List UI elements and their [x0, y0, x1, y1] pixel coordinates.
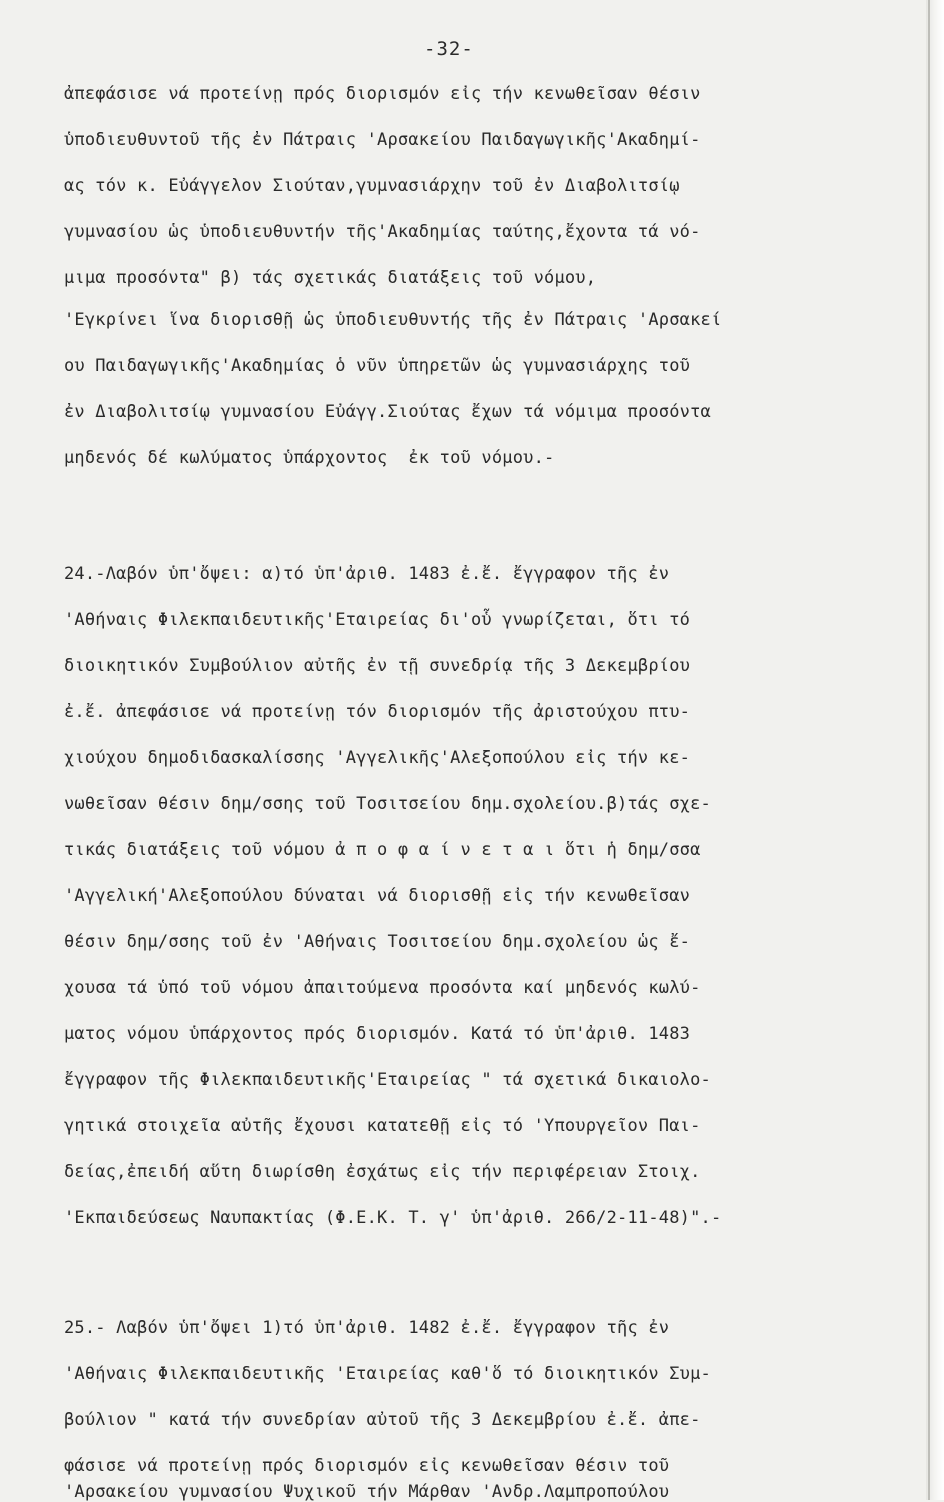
page-number: -32- [424, 38, 474, 60]
text-line: θέσιν δημ/σσης τοῦ ἐν 'Αθήναις Τοσιτσείου δημ.σχολείου ὡς ἔ- [64, 932, 691, 952]
text-line: ἐν Διαβολιτσίῳ γυμνασίου Εὐάγγ.Σιούτας ἔχων τά νόμιμα προσόντα [64, 402, 711, 422]
text-line: ἔγγραφον τῆς Φιλεκπαιδευτικῆς'Εταιρείας " τά σχετικά δικαιολο- [64, 1070, 711, 1090]
text-line: βούλιον " κατά τήν συνεδρίαν αὐτοῦ τῆς 3 Δεκεμβρίου ἐ.ἔ. ἀπε- [64, 1410, 701, 1430]
text-line: γητικά στοιχεῖα αὐτῆς ἔχουσι κατατεθῇ εἰς τό 'Υπουργεῖον Παι- [64, 1116, 701, 1136]
text-line: 'Εκπαιδεύσεως Ναυπακτίας (Φ.Ε.Κ. Τ. γ' ὑπ'ἀριθ. 266/2-11-48)".- [64, 1208, 722, 1228]
text-line: χιούχου δημοδιδασκαλίσσης 'Αγγελικῆς'Αλεξοπούλου εἰς τήν κε- [64, 748, 691, 768]
text-line: τικάς διατάξεις τοῦ νόμου ἀ π ο φ α ί ν ε τ α ι ὅτι ἡ δημ/σσα [64, 840, 701, 860]
text-line: 'Εγκρίνει ἵνα διορισθῇ ὡς ὑποδιευθυντής τῆς ἐν Πάτραις 'Αρσακεί [64, 310, 722, 330]
text-line: 'Αγγελική'Αλεξοπούλου δύναται νά διορισθῇ εἰς τήν κενωθεῖσαν [64, 886, 691, 906]
text-line: 'Αθήναις Φιλεκπαιδευτικῆς 'Εταιρείας καθ'ὅ τό διοικητικόν Συμ- [64, 1364, 711, 1384]
text-line: ου Παιδαγωγικῆς'Ακαδημίας ὁ νῦν ὑπηρετῶν ὡς γυμνασιάρχης τοῦ [64, 356, 691, 376]
text-line: 'Αρσακείου γυμνασίου Ψυχικοῦ τήν Μάρθαν 'Ανδρ.Λαμπροπούλου [64, 1482, 670, 1502]
text-line: ὑποδιευθυντοῦ τῆς ἐν Πάτραις 'Αρσακείου Παιδαγωγικῆς'Ακαδημί- [64, 130, 701, 150]
text-line: ἀπεφάσισε νά προτείνῃ πρός διορισμόν εἰς τήν κενωθεῖσαν θέσιν [64, 84, 701, 104]
text-line: φάσισε νά προτείνῃ πρός διορισμόν εἰς κενωθεῖσαν θέσιν τοῦ [64, 1456, 670, 1476]
text-line: δείας,ἐπειδή αὕτη διωρίσθη ἐσχάτως εἰς τήν περιφέρειαν Στοιχ. [64, 1162, 701, 1182]
text-line: 25.- Λαβόν ὑπ'ὄψει 1)τό ὑπ'ἀριθ. 1482 ἐ.ἔ. ἔγγραφον τῆς ἐν [64, 1318, 670, 1338]
text-line: ας τόν κ. Εὐάγγελον Σιούταν,γυμνασιάρχην τοῦ ἐν Διαβολιτσίῳ [64, 176, 680, 196]
text-line: ἐ.ἔ. ἀπεφάσισε νά προτείνῃ τόν διορισμόν τῆς ἀριστούχου πτυ- [64, 702, 691, 722]
text-line: 'Αθήναις Φιλεκπαιδευτικῆς'Εταιρείας δι'οὗ γνωρίζεται, ὅτι τό [64, 610, 691, 630]
page-edge-line [928, 0, 930, 1500]
text-line: μιμα προσόντα" β) τάς σχετικάς διατάξεις τοῦ νόμου, [64, 268, 597, 288]
text-line: ματος νόμου ὑπάρχοντος πρός διορισμόν. Κατά τό ὑπ'ἀριθ. 1483 [64, 1024, 691, 1044]
text-line: νωθεῖσαν θέσιν δημ/σσης τοῦ Τοσιτσείου δημ.σχολείου.β)τάς σχε- [64, 794, 711, 814]
text-line: μηδενός δέ κωλύματος ὑπάρχοντος ἐκ τοῦ νόμου.- [64, 448, 555, 468]
text-line: 24.-Λαβόν ὑπ'ὄψει: α)τό ὑπ'ἀριθ. 1483 ἐ.ἔ. ἔγγραφον τῆς ἐν [64, 564, 670, 584]
text-line: γυμνασίου ὡς ὑποδιευθυντήν τῆς'Ακαδημίας ταύτης,ἔχοντα τά νό- [64, 222, 701, 242]
text-line: χουσα τά ὑπό τοῦ νόμου ἀπαιτούμενα προσόντα καί μηδενός κωλύ- [64, 978, 701, 998]
text-line: διοικητικόν Συμβούλιον αὐτῆς ἐν τῇ συνεδρίᾳ τῆς 3 Δεκεμβρίου [64, 656, 691, 676]
